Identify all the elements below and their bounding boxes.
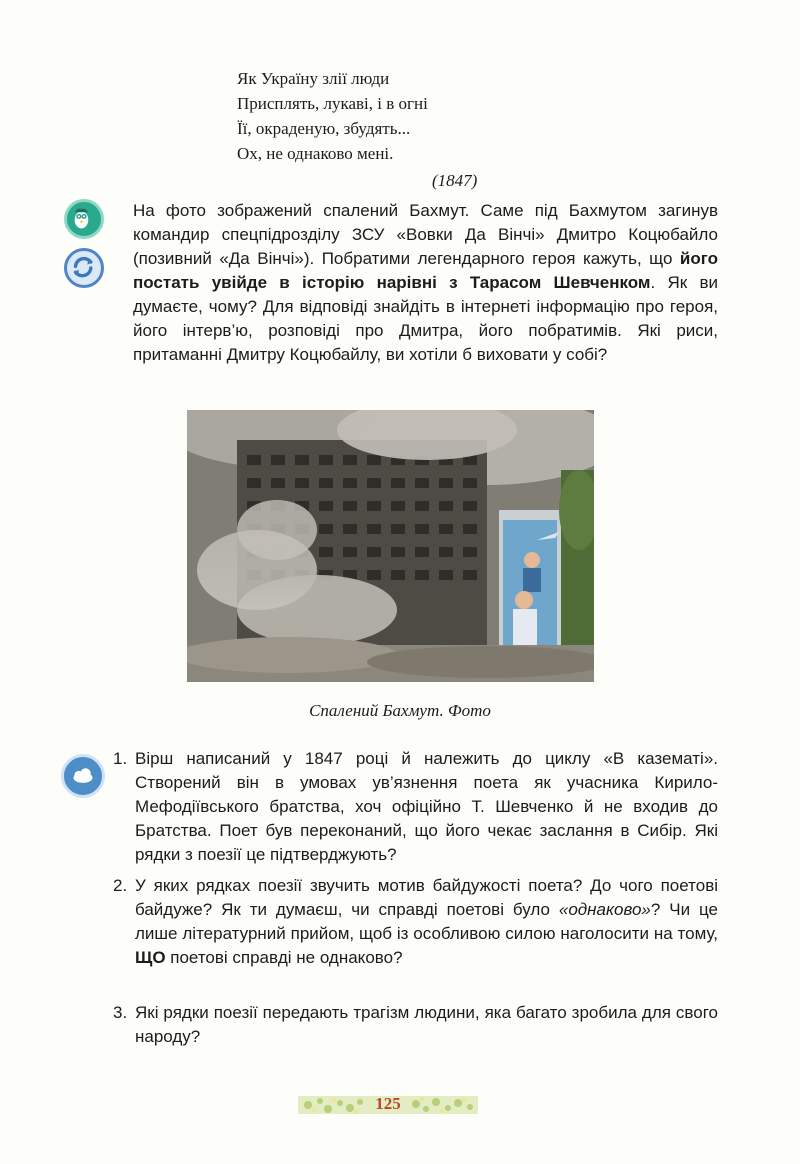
- owl-icon: [64, 199, 104, 239]
- page-number-ornament: [298, 1090, 478, 1120]
- photo-caption: Спалений Бахмут. Фото: [309, 701, 491, 720]
- poem-date: (1847): [432, 171, 478, 190]
- task-emphasis: його постать увійде в історію нарівні з Тарасом Шевченком: [133, 249, 718, 292]
- question-italic: «однаково»: [558, 900, 651, 919]
- question-number: 1.: [113, 749, 128, 768]
- question-text: Вірш написаний у 1847 році й належить до циклу «В казематі». Створений він в умовах ув’язнення поета як учасника Кирило-Мефодіївського братства, хоч офіційно Т. Шевченко й не входив до Братства. Поет був переконаний, що його чекає заслання в Сибір. Які рядки з поезії це підтверджують?: [135, 749, 718, 864]
- refresh-icon: [64, 248, 104, 288]
- question-text-part: ? Чи це лише літературний прийом, щоб із особливою силою наголосити на тому,: [135, 900, 718, 943]
- question-number: 3.: [113, 1003, 128, 1022]
- page-number: 125: [375, 1094, 401, 1113]
- task-paragraph: [133, 199, 718, 367]
- question-item: [113, 1001, 718, 1049]
- poem-line: Присплять, лукаві, і в огні: [237, 94, 428, 113]
- task-text: . Як ви думаєте, чому? Для відповіді знайдіть в інтернеті інформацію про героя, його інтерв’ю, розповіді про Дмитра, його побратимів. Які риси, притаманні Дмитру Коцюбайлу, ви хотіли б виховати у собі?: [133, 273, 718, 364]
- poem-line: Її, окраденую, збудять...: [237, 119, 411, 138]
- question-text: [135, 874, 718, 970]
- poem-line: Ох, не однаково мені.: [237, 144, 394, 163]
- question-bold: ЩО: [135, 948, 166, 967]
- task-text: На фото зображений спалений Бахмут. Саме під Бахмутом загинув командир спецпідрозділу ЗСУ «Вовки Да Вінчі» Дмитро Коцюбайло (позивний «Да Вінчі»). Побратими легендарного героя кажуть, що: [133, 201, 718, 268]
- cloud-icon: [61, 754, 105, 798]
- question-text-part: поетові справді не однаково?: [165, 948, 403, 967]
- question-item: [113, 874, 718, 970]
- poem-line: Як Україну злії люди: [237, 69, 390, 88]
- question-text: Які рядки поезії передають трагізм людини, яка багато зробила для свого народу?: [135, 1003, 718, 1046]
- bakhmut-photo: [187, 410, 594, 682]
- question-text-part: У яких рядках поезії звучить мотив байдужості поета? До чого поетові байдуже? Як ти думаєш, чи справді поетові було: [135, 876, 718, 919]
- poem: [237, 66, 537, 166]
- question-item: [113, 747, 718, 867]
- question-number: 2.: [113, 876, 128, 895]
